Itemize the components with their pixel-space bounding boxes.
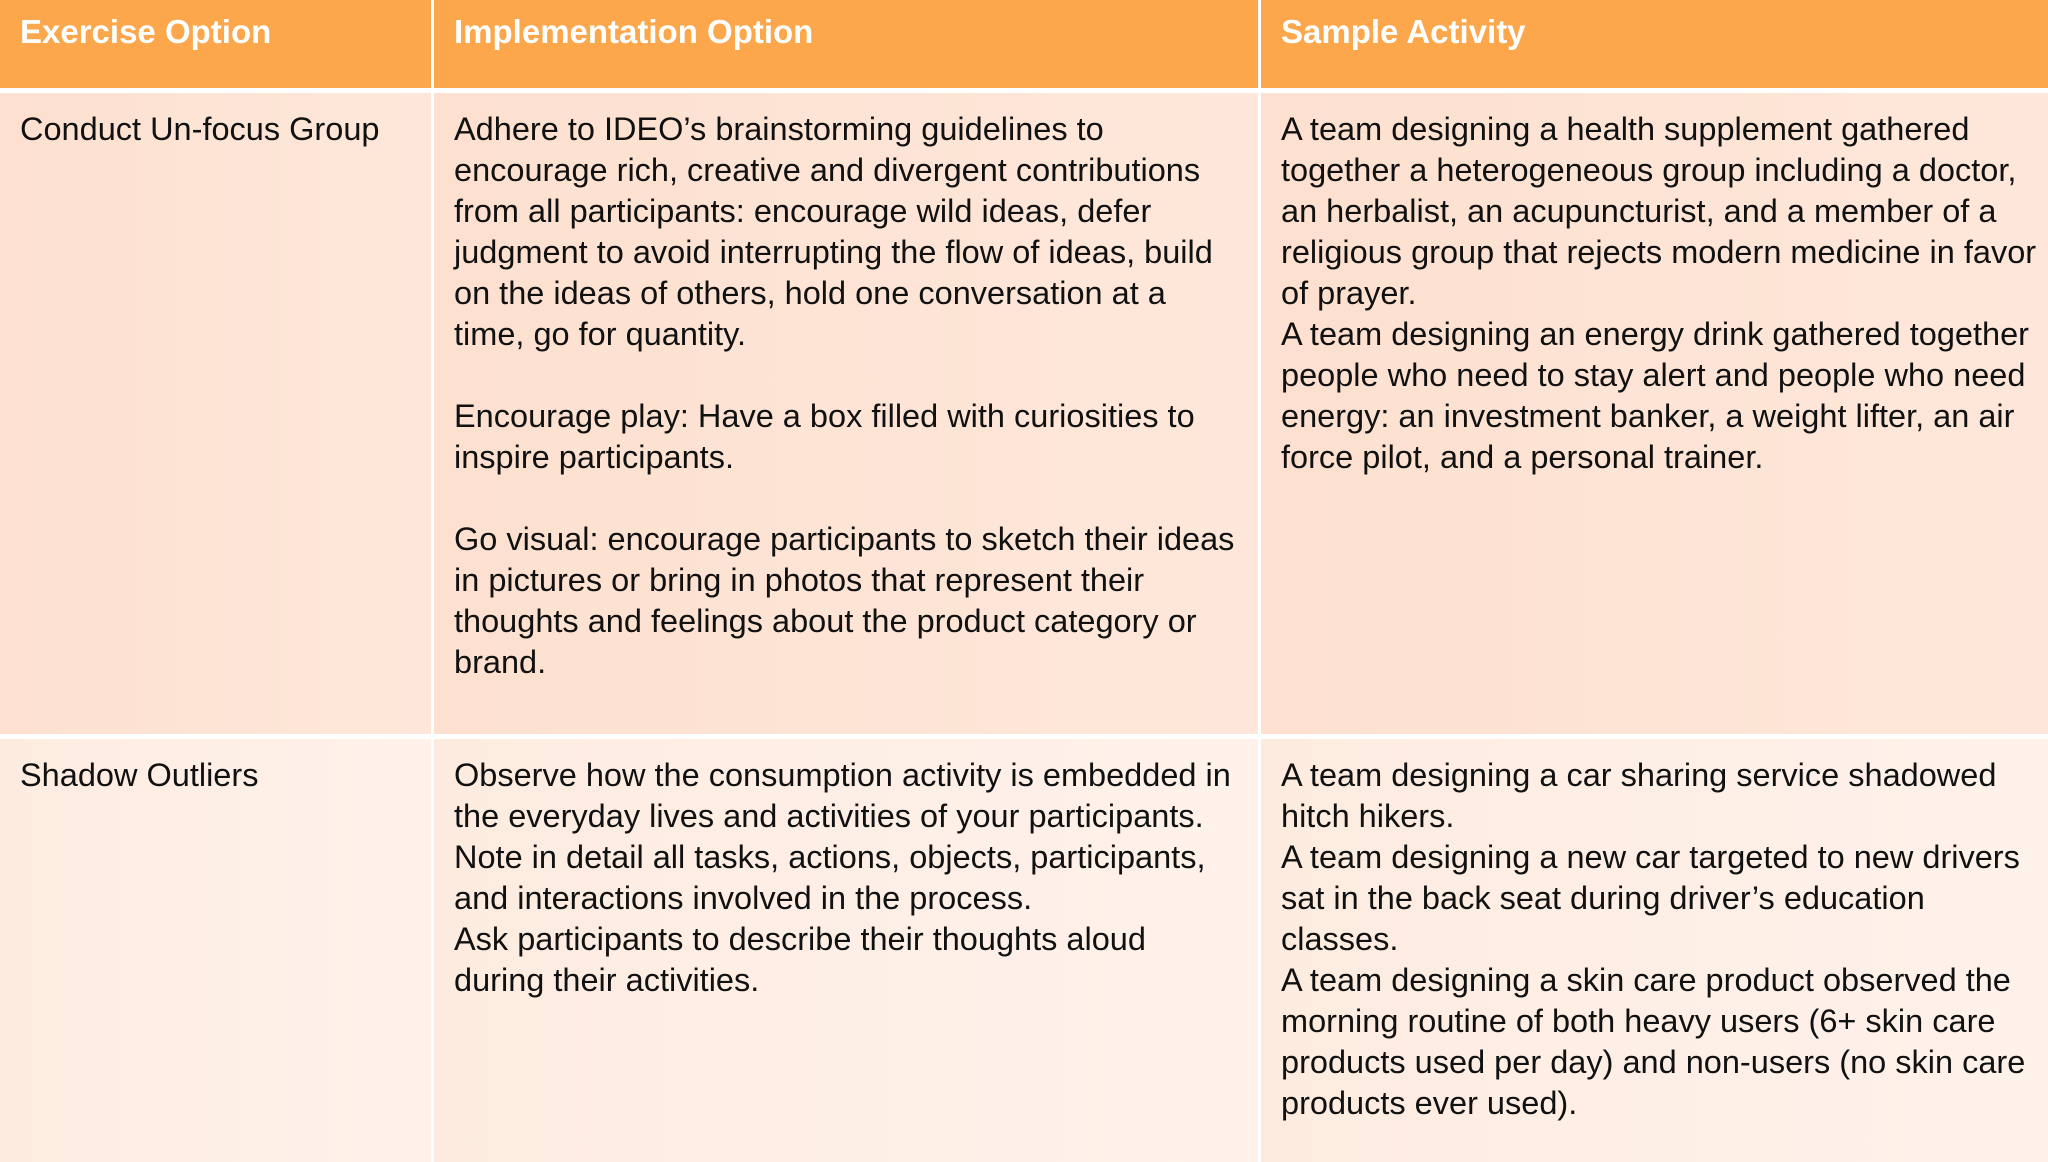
header-sample-activity: Sample Activity <box>1261 0 2048 88</box>
row1-activity-para-1: A team designing a health supplement gathered together a heterogeneous group including a doctor, an herbalist, an acupuncturist, and a member of a religious group that rejects modern medicine in favor of prayer. <box>1281 111 2037 311</box>
row2-activity-para-3: A team designing a skin care product observed the morning routine of both heavy users (6+ skin care products used per day) and non-users (no skin care products ever used). <box>1281 962 2026 1121</box>
row1-implementation-para-3: Go visual: encourage participants to sketch their ideas in pictures or bring in photos that represent their thoughts and feelings about the product category or brand. <box>454 521 1235 680</box>
row1-implementation-para-1: Adhere to IDEO’s brainstorming guidelines to encourage rich, creative and divergent contributions from all participants: encourage wild ideas, defer judgment to avoid interrupting the flow of ideas, build on the ideas of others, hold one conversation at a time, go for quantity. <box>454 111 1213 352</box>
row1-activity-cell <box>1261 93 2048 734</box>
row2-exercise-text: Shadow Outliers <box>20 757 259 793</box>
row2-implementation-cell <box>434 739 1258 1162</box>
row2-activity-para-1: A team designing a car sharing service shadowed hitch hikers. <box>1281 757 1997 834</box>
row2-implementation-para-3: Ask participants to describe their thoughts aloud during their activities. <box>454 921 1146 998</box>
row1-exercise-cell <box>0 93 431 734</box>
row1-activity-para-2: A team designing an energy drink gathered together people who need to stay alert and people who need energy: an investment banker, a weight lifter, an air force pilot, and a personal trainer. <box>1281 316 2030 475</box>
header-exercise-option: Exercise Option <box>0 0 431 88</box>
header-implementation-option: Implementation Option <box>434 0 1258 88</box>
row1-implementation-cell <box>434 93 1258 734</box>
paragraph-spacer <box>454 355 1242 396</box>
row1-exercise-text: Conduct Un-focus Group <box>20 111 380 147</box>
row2-implementation-para-1: Observe how the consumption activity is embedded in the everyday lives and activities of your participants. <box>454 757 1231 834</box>
row2-implementation-para-2: Note in detail all tasks, actions, objects, participants, and interactions involved in the process. <box>454 839 1206 916</box>
paragraph-spacer <box>454 478 1242 519</box>
row2-activity-cell <box>1261 739 2048 1162</box>
row1-implementation-para-2: Encourage play: Have a box filled with curiosities to inspire participants. <box>454 398 1195 475</box>
row2-activity-para-2: A team designing a new car targeted to new drivers sat in the back seat during driver’s education classes. <box>1281 839 2020 957</box>
row2-exercise-cell <box>0 739 431 1162</box>
